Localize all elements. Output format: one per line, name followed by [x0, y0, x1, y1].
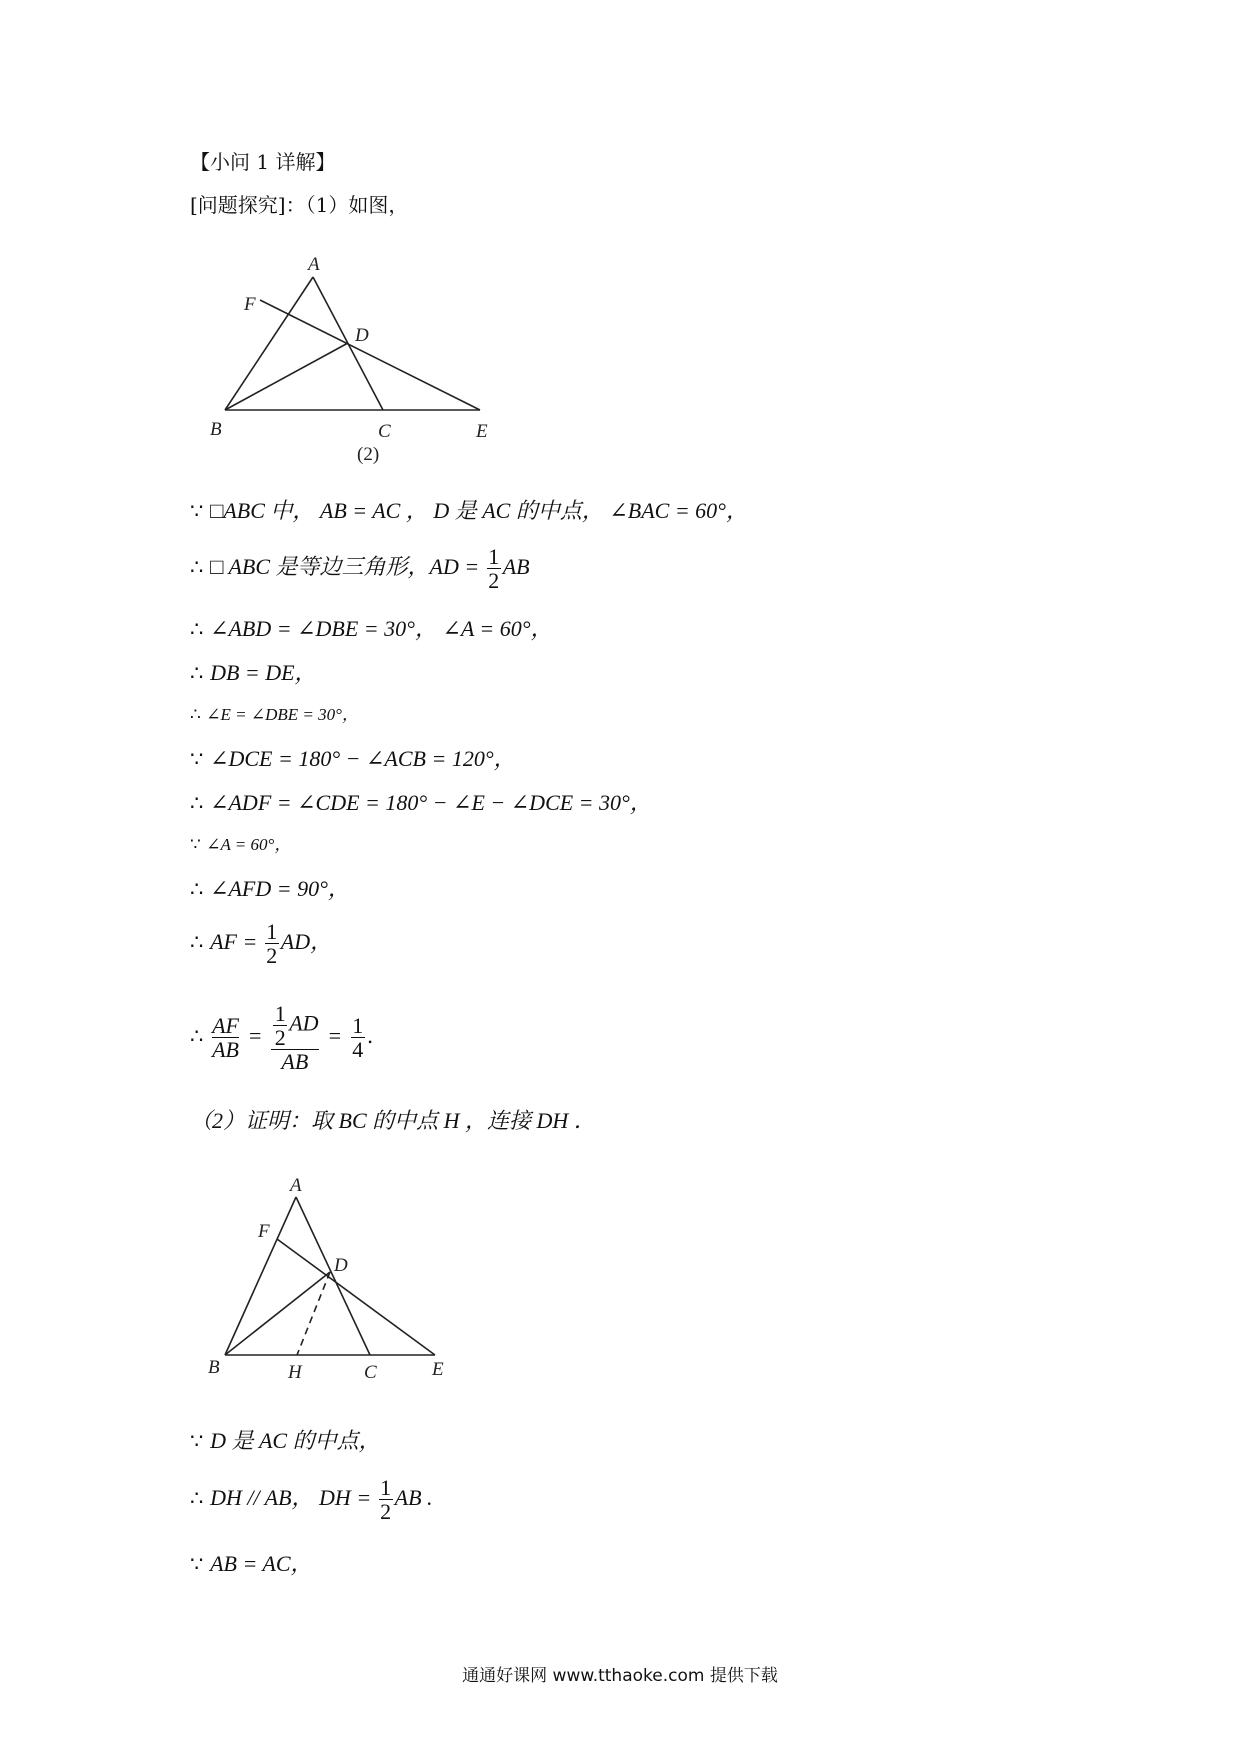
segment-fe	[260, 300, 480, 410]
step-3: ∴ ∠ABD = ∠DBE = 30°， ∠A = 60°，	[190, 616, 553, 641]
step-2: ∴ □ ABC 是等边三角形，AD = $\frac{1}{2}$ AB	[190, 544, 530, 594]
figure-caption: (2)	[357, 444, 380, 465]
fraction-af-ab: $\frac{AF}{AB}$	[212, 1013, 239, 1063]
step-4: ∴ DB = DE，	[190, 660, 317, 685]
page-footer: 通通好课网 www.tthaoke.com 提供下载	[462, 1666, 778, 1686]
label-b: B	[208, 1357, 220, 1378]
step-2-1: ∵ D 是 AC 的中点，	[190, 1428, 381, 1453]
fraction-one-half: $\frac{1}{2}$	[380, 1475, 392, 1525]
label-d: D	[355, 325, 369, 346]
label-b: B	[210, 419, 222, 440]
step-8: ∵ ∠A = 60°，	[190, 835, 292, 855]
fraction-one-half: $\frac{1}{2}$	[488, 544, 500, 594]
segment-bd	[225, 1272, 330, 1355]
step-7: ∴ ∠ADF = ∠CDE = 180° − ∠E − ∠DCE = 30°，	[190, 790, 652, 815]
problem-intro: [问题探究]：（1）如图，	[190, 193, 409, 217]
label-f: F	[258, 1221, 270, 1242]
step-6: ∵ ∠DCE = 180° − ∠ACB = 120°，	[190, 746, 516, 771]
step-2-2: ∴ DH // AB， DH = $\frac{1}{2}$ AB .	[190, 1475, 433, 1525]
step-10: ∴ AF = $\frac{1}{2}$ AD，	[190, 919, 333, 969]
label-e: E	[432, 1359, 444, 1380]
label-c: C	[364, 1362, 377, 1380]
label-a: A	[308, 255, 320, 275]
label-e: E	[476, 421, 488, 442]
step-2-3: ∵ AB = AC，	[190, 1551, 313, 1576]
part-2-intro: （2）证明：取 BC 的中点 H ，连接 DH ．	[190, 1108, 596, 1133]
step-9: ∴ ∠AFD = 90°，	[190, 876, 350, 901]
ratio-equation: ∴ $\frac{AF}{AB}$ = $\frac{1}{2}$ AD AB = $\frac{1}{4}$ .	[190, 1001, 374, 1075]
figure-1-triangle-diagram	[200, 255, 520, 475]
section-heading: 【小问 1 详解】	[190, 150, 336, 174]
segment-fe	[277, 1239, 435, 1355]
label-f: F	[244, 294, 256, 315]
step-1: ∵ □ABC 中， AB = AC ， D 是 AC 的中点， ∠BAC = 60°，	[190, 498, 748, 523]
segment-ab	[225, 277, 313, 410]
label-d: D	[334, 1255, 348, 1276]
fraction-one-quarter: $\frac{1}{4}$	[352, 1013, 364, 1063]
label-a: A	[290, 1175, 302, 1196]
figure-2-triangle-diagram	[200, 1165, 470, 1380]
fraction-compound: $\frac{1}{2}$ AD AB	[271, 1002, 318, 1073]
fraction-one-half: $\frac{1}{2}$	[266, 919, 278, 969]
label-c: C	[378, 421, 391, 442]
step-5: ∴ ∠E = ∠DBE = 30°，	[190, 705, 359, 725]
label-h: H	[288, 1362, 302, 1380]
segment-bd	[225, 343, 348, 410]
